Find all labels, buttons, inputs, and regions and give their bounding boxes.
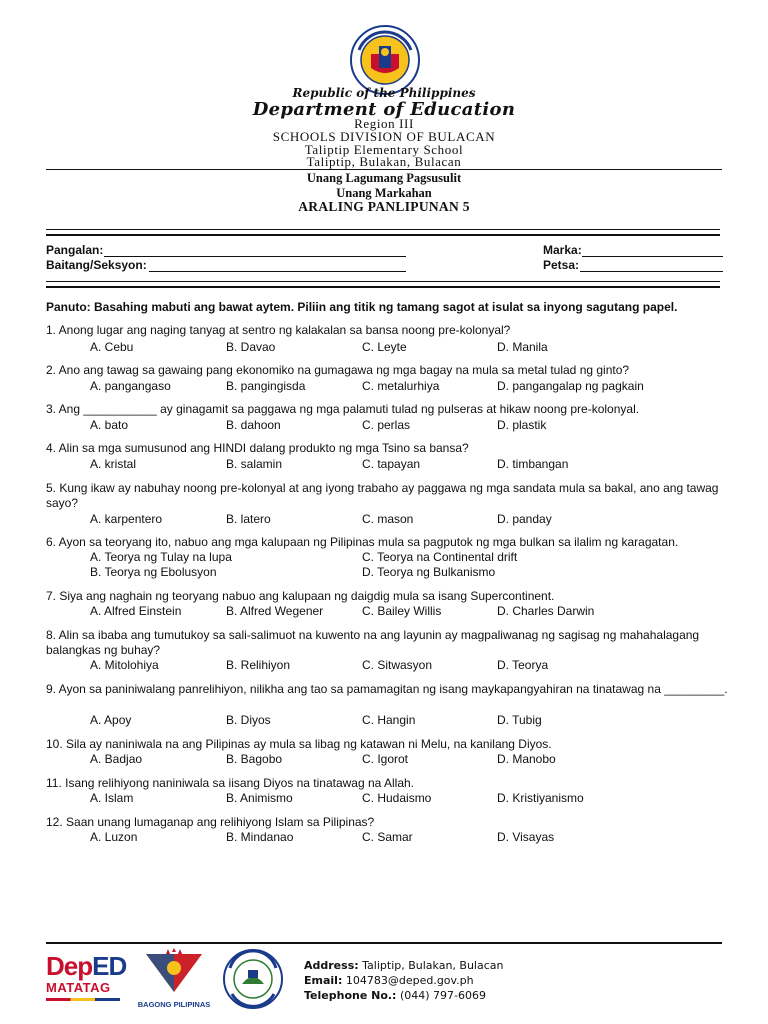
option-7c: C. Bailey Willis [362, 604, 442, 618]
info-bottom-line-2 [46, 286, 720, 288]
bagong-pilipinas-text: BAGONG PILIPINAS [138, 1000, 210, 1009]
option-6b: B. Teorya ng Ebolusyon [90, 565, 217, 579]
option-9b: B. Diyos [226, 713, 271, 727]
score-field[interactable] [582, 244, 723, 257]
question-3: 3. Ang ___________ ay ginagamit sa paggawa ng mga palamuti tulad ng pulseras at hikaw noong pre-kolonyal. [46, 402, 640, 416]
option-4b: B. salamin [226, 457, 283, 471]
option-2a: A. pangangaso [90, 379, 171, 393]
telephone-value: (044) 797-6069 [399, 989, 487, 1002]
question-6: 6. Ayon sa teoryang ito, nabuo ang mga kalupaan ng Pilipinas mula sa pagputok ng mga bulkan sa ilalim ng karagatan. [46, 535, 679, 549]
option-5d: D. panday [497, 512, 552, 526]
option-1b: B. Davao [226, 340, 276, 354]
question-11: 11. Isang relihiyong naniniwala sa iisang Diyos na tinatawag na Allah. [46, 776, 415, 790]
footer-address [304, 958, 504, 973]
exam-subject: ARALING PANLIPUNAN 5 [298, 199, 470, 214]
school-seal-logo [220, 948, 286, 1010]
address-label: Address: [304, 959, 359, 972]
option-5c: C. mason [362, 512, 414, 526]
exam-title: Unang Lagumang Pagsusulit [306, 171, 462, 185]
question-12: 12. Saan unang lumaganap ang relihiyong Islam sa Pilipinas? [46, 815, 375, 829]
option-6d: D. Teorya ng Bulkanismo [362, 565, 496, 579]
info-top-line-1 [46, 229, 720, 230]
option-12c: C. Samar [362, 830, 413, 844]
instructions: Panuto: Basahing mabuti ang bawat aytem. Piliin ang titik ng tamang sagot at isulat sa inyong sagutang papel. [46, 300, 678, 314]
option-9c: C. Hangin [362, 713, 416, 727]
question-1: 1. Anong lugar ang naging tanyag at sentro ng kalakalan sa bansa noong pre-kolonyal? [46, 323, 511, 337]
option-3d: D. plastik [497, 418, 547, 432]
option-11d: D. Kristiyanismo [497, 791, 584, 805]
option-7b: B. Alfred Wegener [226, 604, 324, 618]
name-field[interactable] [104, 244, 406, 257]
option-11b: B. Animismo [226, 791, 293, 805]
bagong-pilipinas-logo [138, 948, 210, 1010]
option-3b: B. dahoon [226, 418, 281, 432]
score-label: Marka: [543, 243, 582, 257]
deped-matatag-logo: DepED MATATAG [46, 952, 124, 1010]
question-2: 2. Ano ang tawag sa gawaing pang ekonomiko na gumagawa ng mga bagay na mula sa metal tulad ng ginto? [46, 363, 630, 377]
option-1d: D. Manila [497, 340, 548, 354]
name-label: Pangalan: [46, 243, 104, 257]
location-line: Taliptip, Bulakan, Bulacan [306, 154, 462, 169]
question-4: 4. Alin sa mga sumusunod ang HINDI dalang produkto ng mga Tsino sa bansa? [46, 441, 469, 455]
telephone-label: Telephone No.: [304, 989, 397, 1002]
header-divider [46, 169, 722, 170]
option-12a: A. Luzon [90, 830, 138, 844]
address-value: Taliptip, Bulakan, Bulacan [362, 959, 504, 972]
option-10d: D. Manobo [497, 752, 556, 766]
option-8a: A. Mitolohiya [90, 658, 159, 672]
option-9a: A. Apoy [90, 713, 132, 727]
question-9: 9. Ayon sa paniniwalang panrelihiyon, nilikha ang tao sa pamamagitan ng isang maykapangyahiran na tinatawag na _________. [46, 682, 728, 696]
footer-telephone [304, 988, 486, 1003]
option-12b: B. Mindanao [226, 830, 294, 844]
option-7a: A. Alfred Einstein [90, 604, 182, 618]
option-5b: B. latero [226, 512, 271, 526]
option-1c: C. Leyte [362, 340, 407, 354]
footer-email [304, 973, 474, 988]
option-8d: D. Teorya [497, 658, 549, 672]
option-4d: D. timbangan [497, 457, 569, 471]
option-5a: A. karpentero [90, 512, 163, 526]
option-3c: C. perlas [362, 418, 411, 432]
option-11a: A. Islam [90, 791, 134, 805]
option-7d: D. Charles Darwin [497, 604, 595, 618]
school-line: Taliptip Elementary School [304, 142, 464, 157]
option-2b: B. pangingisda [226, 379, 306, 393]
date-label: Petsa: [543, 258, 580, 272]
question-7: 7. Siya ang naghain ng teoryang nabuo ang kalupaan ng daigdig mula sa isang Supercontinent. [46, 589, 555, 603]
question-8: 8. Alin sa ibaba ang tumutukoy sa sali-salimuot na kuwento na ang layunin ay magpaliwanag ng sagisag ng mahahalagang balangkas ng buhay? [46, 628, 700, 657]
matatag-text: MATATAG [46, 980, 111, 995]
option-12d: D. Visayas [497, 830, 555, 844]
option-8b: B. Relihiyon [226, 658, 291, 672]
option-2d: D. pangangalap ng pagkain [497, 379, 644, 393]
footer-divider [46, 942, 722, 944]
option-4a: A. kristal [90, 457, 137, 471]
option-10b: B. Bagobo [226, 752, 283, 766]
grade-section-field[interactable] [149, 259, 406, 272]
question-10: 10. Sila ay naniniwala na ang Pilipinas ay mula sa libag ng katawan ni Melu, na kanilang Diyos. [46, 737, 552, 751]
option-2c: C. metalurhiya [362, 379, 440, 393]
info-bottom-line-1 [46, 281, 720, 282]
option-3a: A. bato [90, 418, 129, 432]
email-value: 104783@deped.gov.ph [345, 974, 474, 987]
option-4c: C. tapayan [362, 457, 421, 471]
option-6a: A. Teorya ng Tulay na lupa [90, 550, 232, 564]
option-11c: C. Hudaismo [362, 791, 432, 805]
info-top-line-2 [46, 234, 720, 236]
option-10c: C. Igorot [362, 752, 409, 766]
date-field[interactable] [580, 259, 723, 272]
option-9d: D. Tubig [497, 713, 542, 727]
option-1a: A. Cebu [90, 340, 134, 354]
republic-heading: Republic of the Philippines [292, 86, 476, 100]
option-10a: A. Badjao [90, 752, 143, 766]
division-line: SCHOOLS DIVISION OF BULACAN [272, 129, 496, 144]
department-heading: Department of Education [252, 99, 516, 120]
region-line: Region III [354, 116, 414, 131]
grade-section-label: Baitang/Seksyon: [46, 258, 147, 272]
option-6c: C. Teorya na Continental drift [362, 550, 518, 564]
exam-quarter: Unang Markahan [336, 186, 432, 200]
option-8c: C. Sitwasyon [362, 658, 433, 672]
email-label: Email: [304, 974, 343, 987]
question-5: 5. Kung ikaw ay nabuhay noong pre-kolonyal at ang iyong trabaho ay paggawa ng mga sandata mula sa bakal, ano ang tawag sayo? [46, 481, 719, 510]
